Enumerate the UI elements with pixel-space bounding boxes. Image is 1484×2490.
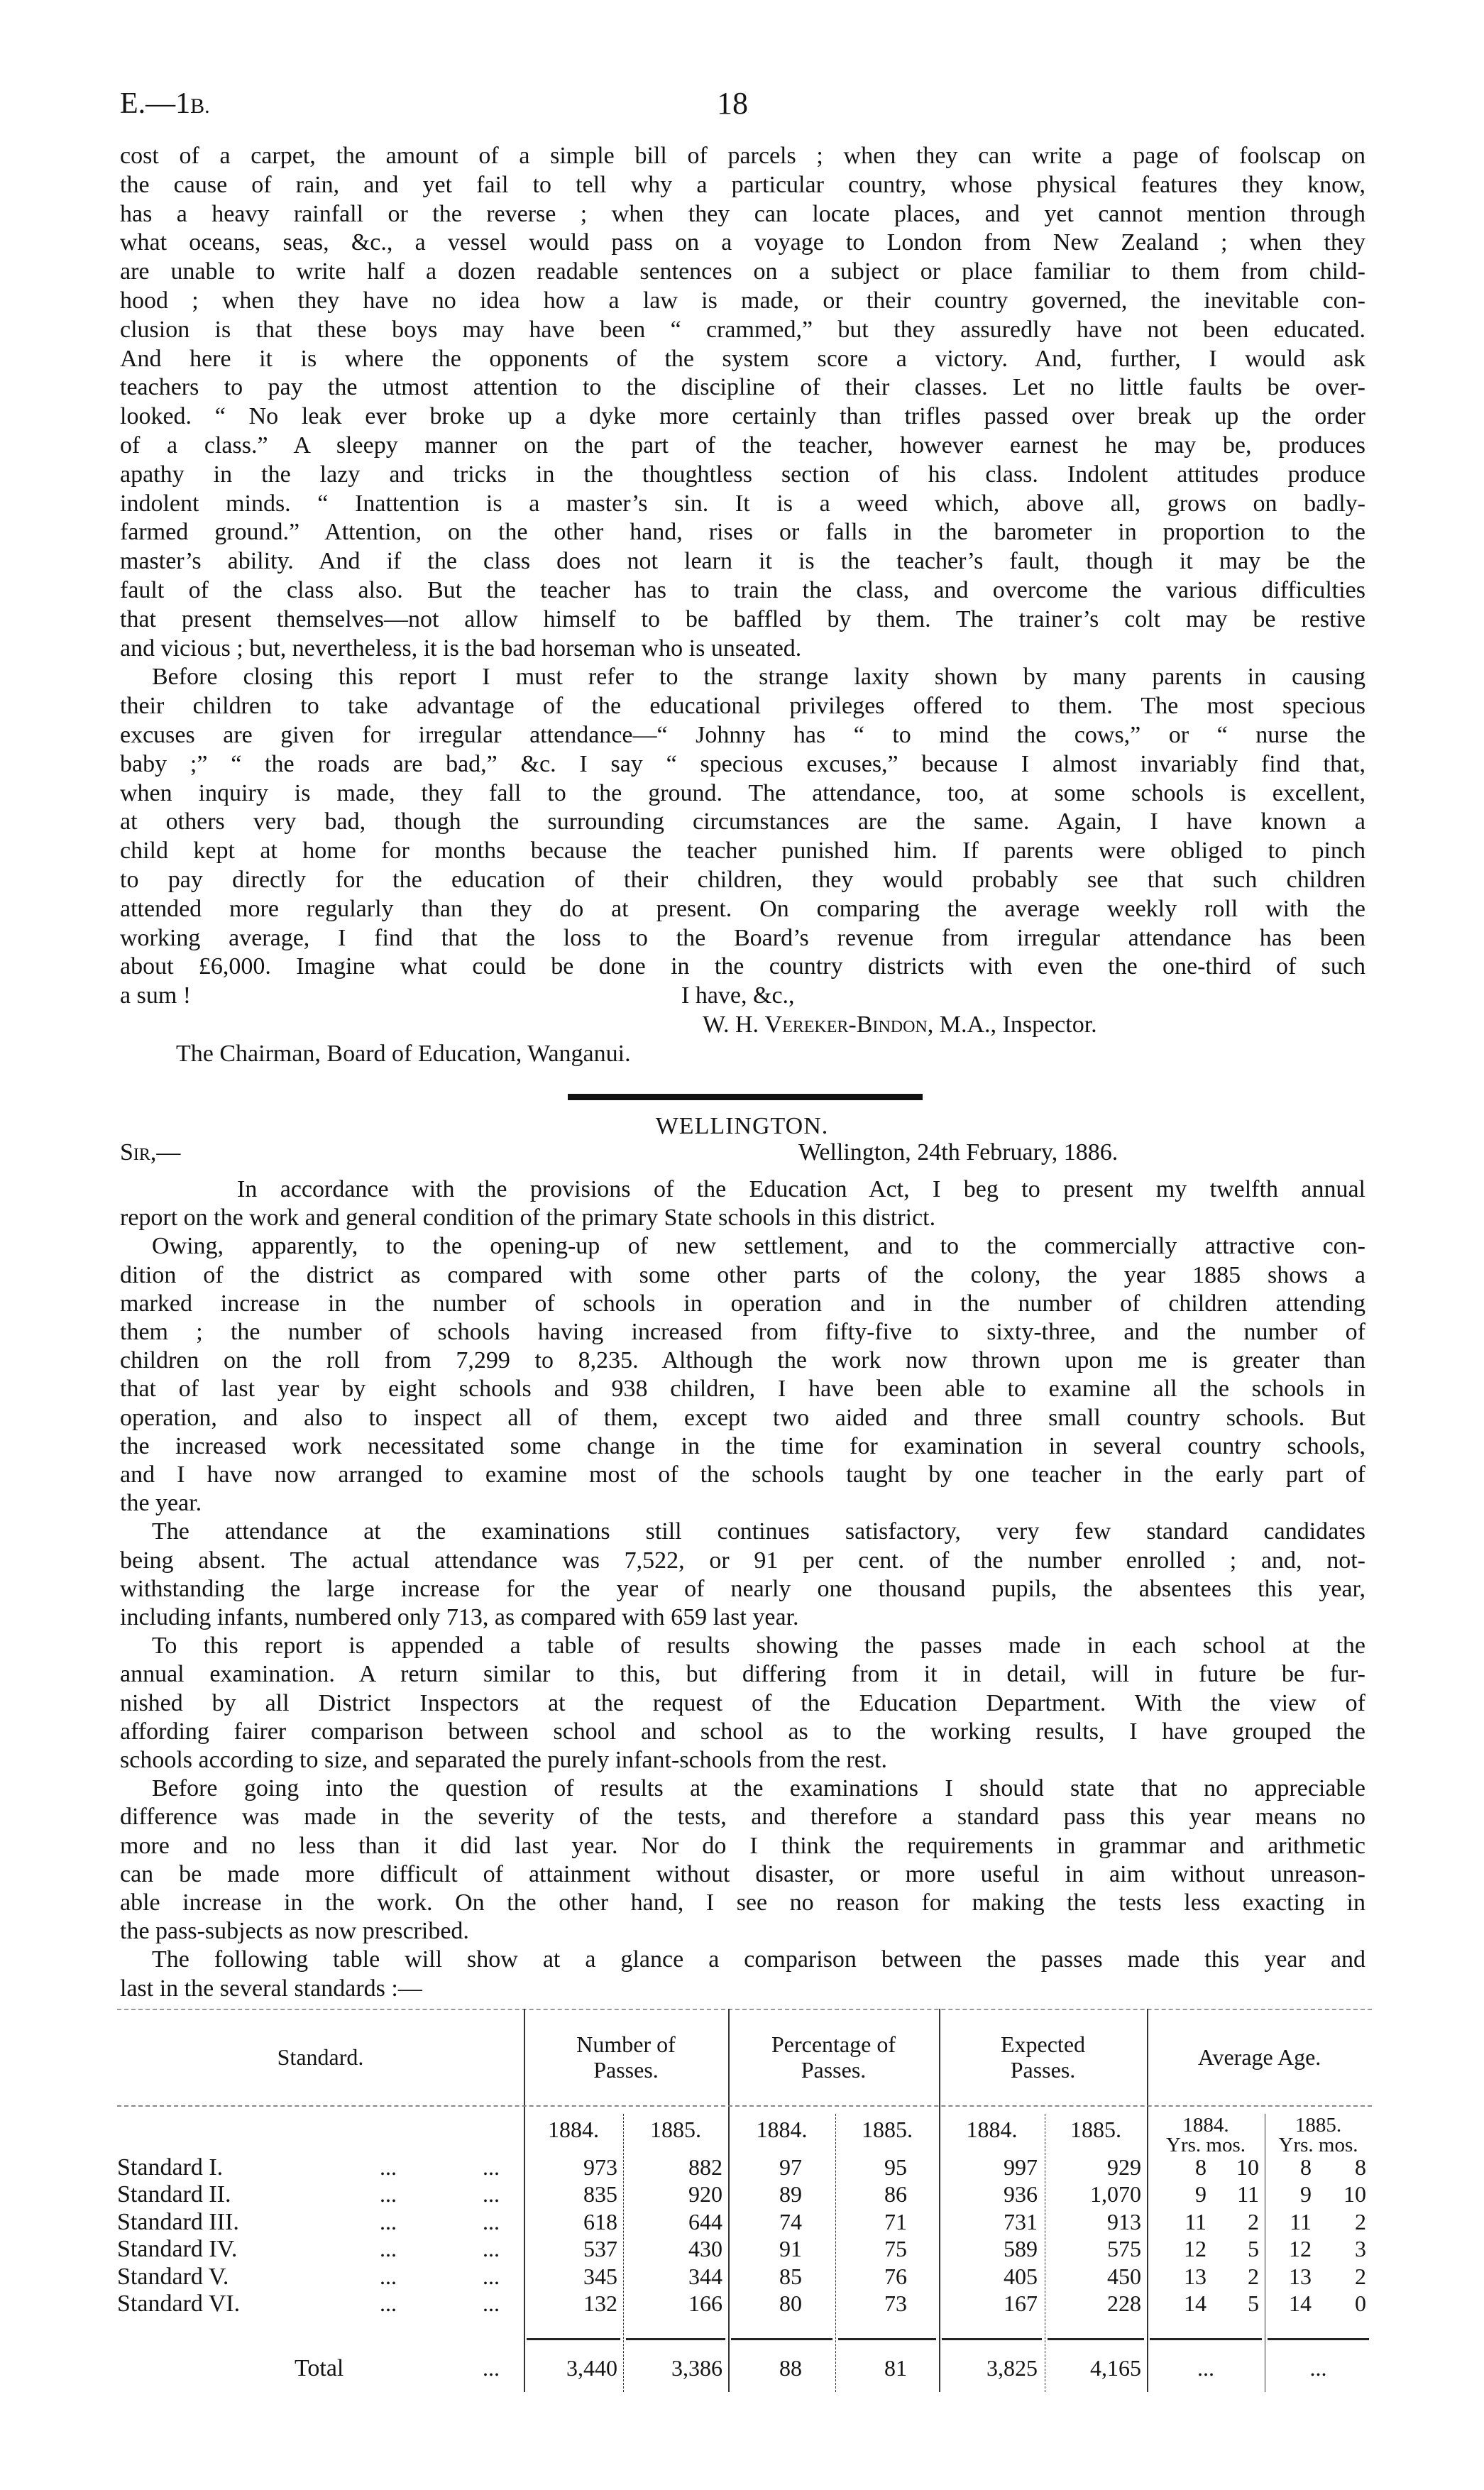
- age84-years: 11: [1185, 2208, 1207, 2234]
- year-label: 1885.: [862, 2117, 913, 2142]
- text-line: hood ; when they have no idea how a law is made, or their country governed, the inevitable con-: [120, 287, 1365, 314]
- paragraph: [120, 1232, 1365, 1518]
- leader-dots: ...: [380, 2208, 397, 2234]
- text-line: that present themselves—not allow himself to be baffled by them. The trainer’s colt may be restive: [120, 605, 1365, 632]
- num-value-1884: 3,440: [566, 2355, 617, 2381]
- num-value-1884: 618: [583, 2208, 617, 2234]
- pct-value-1884: 88: [779, 2355, 802, 2381]
- age84-months: 5: [1248, 2236, 1259, 2262]
- text-line: what oceans, seas, &c., a vessel would pass on a voyage to London from New Zealand ; when they: [120, 229, 1365, 256]
- standard-label: Standard I.: [117, 2154, 224, 2181]
- leader-dots: ...: [483, 2181, 500, 2207]
- exp-value-1884: 405: [1004, 2263, 1038, 2289]
- text-line: about £6,000. Imagine what could be done in the country districts with even the one-third of such: [120, 953, 1365, 980]
- standard-label: Standard III.: [117, 2208, 239, 2235]
- text-line: In accordance with the provisions of the Education Act, I beg to present my twelfth annual: [237, 1176, 1365, 1202]
- page-number: 18: [717, 86, 748, 121]
- age85-months: 2: [1355, 2263, 1366, 2289]
- age-year-label: 1885.: [1295, 2114, 1342, 2137]
- exp-value-1885: 4,165: [1090, 2355, 1141, 2381]
- text-line: baby ;” “ the roads are bad,” &c. I say “ specious excuses,” because I almost invariably find that,: [120, 750, 1365, 777]
- table-top-rule: [117, 2009, 1372, 2010]
- age84-years: 14: [1184, 2291, 1207, 2316]
- standard-label: Standard V.: [117, 2263, 229, 2290]
- age84-months: 11: [1237, 2181, 1259, 2207]
- num-value-1885: 882: [688, 2154, 722, 2180]
- leader-dots: ...: [483, 2355, 500, 2381]
- year-label: 1884.: [966, 2117, 1018, 2142]
- text-line: nished by all District Inspectors at the request of the Education Department. With the view of: [120, 1689, 1365, 1716]
- text-line: including infants, numbered only 713, as compared with 659 last year.: [120, 1604, 799, 1631]
- header-standard: Standard.: [277, 2044, 364, 2070]
- addressee: [120, 1040, 1365, 1069]
- text-line: fault of the class also. But the teacher has to train the class, and overcome the various difficulties: [120, 576, 1365, 603]
- text-line: Owing, apparently, to the opening-up of new settlement, and to the commercially attractive con-: [152, 1233, 1365, 1260]
- text-line: affording fairer comparison between school and school as to the working results, I have grouped the: [120, 1718, 1365, 1745]
- leader-dots: ...: [380, 2263, 397, 2289]
- leader-dots: ...: [483, 2291, 500, 2316]
- total-rule: [942, 2338, 1042, 2340]
- leader-dots: ...: [483, 2263, 500, 2289]
- text-line: And here it is where the opponents of the system score a victory. And, further, I would ask: [120, 345, 1365, 372]
- header-percentage-of-passes-line2: Passes.: [801, 2057, 867, 2083]
- paragraph: [120, 663, 1365, 1011]
- document-code-suffix: B.: [190, 94, 210, 118]
- text-line: at others very bad, though the surrounding circumstances are the same. Again, I have known a: [120, 808, 1365, 835]
- age84-years: 13: [1184, 2263, 1207, 2289]
- text-line: cost of a carpet, the amount of a simple bill of parcels ; when they can write a page of foolscap on: [120, 143, 1365, 169]
- age84-months: 2: [1248, 2208, 1259, 2234]
- num-value-1884: 835: [583, 2181, 617, 2207]
- text-line: the cause of rain, and yet fail to tell why a particular country, whose physical features they know,: [120, 171, 1365, 198]
- text-line: when inquiry is made, they fall to the ground. The attendance, too, at some schools is excellent,: [120, 779, 1365, 806]
- text-line: the pass-subjects as now prescribed.: [120, 1918, 469, 1945]
- report-wellington-body: [120, 1175, 1365, 2003]
- num-value-1884: 973: [583, 2154, 617, 2180]
- text-line: and vicious ; but, nevertheless, it is the bad horseman who is unseated.: [120, 635, 802, 662]
- text-line: farmed ground.” Attention, on the other hand, rises or falls in the barometer in proportion to the: [120, 519, 1365, 546]
- addressee-text: The Chairman, Board of Education, Wanganui.: [176, 1040, 631, 1067]
- text-line: able increase in the work. On the other hand, I see no reason for making the tests less exacting in: [120, 1890, 1365, 1916]
- pct-value-1885: 86: [884, 2181, 907, 2207]
- text-line: has a heavy rainfall or the reverse ; when they can locate places, and yet cannot mention through: [120, 200, 1365, 227]
- subcolumn-divider: [835, 2114, 836, 2392]
- pct-value-1884: 89: [779, 2181, 802, 2207]
- exp-value-1884: 589: [1004, 2236, 1038, 2262]
- text-line: last in the several standards :—: [120, 1975, 422, 2002]
- leader-dots: ...: [380, 2154, 397, 2180]
- text-line: apathy in the lazy and tricks in the thoughtless section of his class. Indolent attitudes produce: [120, 461, 1365, 488]
- exp-value-1885: 575: [1107, 2236, 1141, 2262]
- year-label: 1885.: [650, 2117, 701, 2142]
- leader-dots: ...: [380, 2181, 397, 2207]
- age84-years: 12: [1184, 2236, 1207, 2262]
- text-line: difference was made in the severity of the tests, and therefore a standard pass this year means no: [120, 1804, 1365, 1831]
- exp-value-1884: 936: [1004, 2181, 1038, 2207]
- text-line: withstanding the large increase for the year of nearly one thousand pupils, the absentees this year,: [120, 1575, 1365, 1602]
- age85-months: 10: [1343, 2181, 1366, 2207]
- age85-years: 8: [1300, 2154, 1312, 2180]
- age85-months: 0: [1355, 2291, 1366, 2316]
- header-percentage-of-passes-line1: Percentage of: [771, 2031, 896, 2057]
- text-line: are unable to write half a dozen readable sentences on a subject or place familiar to them from child-: [120, 258, 1365, 285]
- text-line: to pay directly for the education of their children, they would probably see that such children: [120, 866, 1365, 893]
- text-line: annual examination. A return similar to this, but differing from it in detail, will in future be fur-: [120, 1661, 1365, 1688]
- leader-dots: ...: [380, 2236, 397, 2262]
- signature-surname: Vereker-Bindon: [764, 1011, 928, 1038]
- leader-dots: ...: [483, 2154, 500, 2180]
- signature-block: [703, 1011, 1097, 1040]
- text-line: child kept at home for months because the teacher punished him. If parents were obliged to pinch: [120, 838, 1365, 865]
- text-line: The following table will show at a glance a comparison between the passes made this year and: [152, 1946, 1365, 1973]
- text-line: attended more regularly than they do at present. On comparing the average weekly roll with the: [120, 895, 1365, 922]
- num-value-1885: 3,386: [671, 2355, 722, 2381]
- text-line: operation, and also to inspect all of them, except two aided and three small country schools. But: [120, 1404, 1365, 1431]
- header-average-age: Average Age.: [1197, 2044, 1321, 2070]
- age85-years: 9: [1300, 2181, 1312, 2207]
- text-line: excuses are given for irregular attendance—“ Johnny has “ to mind the cows,” or “ nurse the: [120, 721, 1365, 748]
- exp-value-1884: 997: [1004, 2154, 1038, 2180]
- age-units-label: Yrs. mos.: [1278, 2134, 1358, 2156]
- pct-value-1885: 81: [884, 2355, 907, 2381]
- age85-months: 2: [1355, 2208, 1366, 2234]
- num-value-1885: 344: [688, 2263, 722, 2289]
- total-rule: [1268, 2338, 1369, 2340]
- text-line: a sum !: [120, 982, 192, 1009]
- paragraph: [120, 1175, 1365, 1232]
- age84-months: 10: [1236, 2154, 1259, 2180]
- exp-value-1885: 450: [1107, 2263, 1141, 2289]
- standard-label: Standard VI.: [117, 2291, 241, 2317]
- document-code-main: E.—1: [120, 87, 191, 120]
- age84-value: ...: [1197, 2355, 1214, 2381]
- text-line: the increased work necessitated some change in the time for examination in several country schools,: [120, 1432, 1365, 1459]
- age85-value: ...: [1309, 2355, 1327, 2381]
- total-rule: [527, 2338, 620, 2340]
- age85-years: 11: [1290, 2208, 1312, 2234]
- age-year-label: 1884.: [1182, 2114, 1229, 2137]
- exp-value-1885: 228: [1107, 2291, 1141, 2316]
- total-rule: [626, 2338, 725, 2340]
- age85-years: 13: [1289, 2263, 1312, 2289]
- text-line: can be made more difficult of attainment without disaster, or more useful in aim without unreason-: [120, 1860, 1365, 1887]
- pct-value-1884: 74: [779, 2208, 802, 2234]
- paragraph: [120, 142, 1365, 663]
- header-divider: [117, 2105, 1372, 2107]
- standard-label: Standard II.: [117, 2181, 231, 2208]
- pct-value-1885: 73: [884, 2291, 907, 2316]
- leader-dots: ...: [483, 2236, 500, 2262]
- text-line: the year.: [120, 1490, 202, 1517]
- header-number-of-passes-line2: Passes.: [593, 2057, 659, 2083]
- paragraph: [120, 1632, 1365, 1775]
- pct-value-1885: 76: [884, 2263, 907, 2289]
- exp-value-1884: 167: [1004, 2291, 1038, 2316]
- text-line: master’s ability. And if the class does not learn it is the teacher’s fault, though it may be the: [120, 548, 1365, 575]
- section-heading: WELLINGTON.: [655, 1113, 829, 1139]
- num-value-1885: 166: [688, 2291, 722, 2316]
- signature: [120, 1011, 1365, 1040]
- date-line: Wellington, 24th February, 1886.: [798, 1139, 1119, 1166]
- pct-value-1885: 71: [884, 2208, 907, 2234]
- year-label: 1884.: [756, 2117, 808, 2142]
- text-line: dition of the district as compared with some other parts of the colony, the year 1885 shows a: [120, 1261, 1365, 1288]
- standard-label: Standard IV.: [117, 2236, 238, 2263]
- text-line: teachers to pay the utmost attention to the discipline of their classes. Let no little faults be over-: [120, 374, 1365, 401]
- total-rule: [1048, 2338, 1144, 2340]
- text-line: indolent minds. “ Inattention is a master’s sin. It is a weed which, above all, grows on badly-: [120, 490, 1365, 517]
- text-line: Before going into the question of results at the examinations I should state that no appreciable: [152, 1775, 1365, 1802]
- exp-value-1884: 3,825: [986, 2355, 1038, 2381]
- paragraph: [120, 1775, 1365, 1946]
- text-line: looked. “ No leak ever broke up a dyke more certainly than trifles passed over break up the order: [120, 403, 1365, 430]
- signature-initials: W. H.: [703, 1011, 759, 1038]
- salutation: Sir,—: [120, 1139, 181, 1166]
- total-rule: [838, 2338, 936, 2340]
- text-line: and I have now arranged to examine most of the schools taught by one teacher in the early part of: [120, 1461, 1365, 1488]
- age85-months: 8: [1355, 2154, 1366, 2180]
- text-line: of a class.” A sleepy manner on the part of the teacher, however earnest he may be, produces: [120, 432, 1365, 459]
- text-line: children on the roll from 7,299 to 8,235. Although the work now thrown upon me is greater than: [120, 1347, 1365, 1374]
- section-divider-rule: [568, 1094, 923, 1100]
- text-line: schools according to size, and separated the purely infant-schools from the rest.: [120, 1747, 888, 1774]
- leader-dots: ...: [380, 2291, 397, 2316]
- subcolumn-divider: [623, 2114, 624, 2392]
- num-value-1884: 132: [583, 2291, 617, 2316]
- total-rule: [731, 2338, 832, 2340]
- year-label: 1884.: [548, 2117, 599, 2142]
- paragraph: [120, 1946, 1365, 2002]
- header-expected-passes-line1: Expected: [1000, 2031, 1086, 2057]
- header-number-of-passes-line1: Number of: [576, 2031, 676, 2057]
- text-line: marked increase in the number of schools in operation and in the number of children attending: [120, 1290, 1365, 1317]
- report-wanganui-conclusion: [120, 142, 1365, 1069]
- text-line: them ; the number of schools having increased from fifty-five to sixty-three, and the number of: [120, 1319, 1365, 1346]
- age85-months: 3: [1355, 2236, 1366, 2262]
- age-units-label: Yrs. mos.: [1166, 2134, 1246, 2156]
- text-line: that of last year by eight schools and 938 children, I have been able to examine all the schools in: [120, 1376, 1365, 1403]
- text-line: The attendance at the examinations still continues satisfactory, very few standard candidates: [152, 1518, 1365, 1545]
- total-rule: [1150, 2338, 1262, 2340]
- num-value-1884: 537: [583, 2236, 617, 2262]
- pct-value-1884: 91: [779, 2236, 802, 2262]
- pct-value-1884: 85: [779, 2263, 802, 2289]
- age84-months: 5: [1248, 2291, 1259, 2316]
- year-label: 1885.: [1070, 2117, 1121, 2142]
- age85-years: 14: [1289, 2291, 1312, 2316]
- text-line: being absent. The actual attendance was 7,522, or 91 per cent. of the number enrolled ; and, not-: [120, 1547, 1365, 1574]
- pct-value-1885: 75: [884, 2236, 907, 2262]
- num-value-1885: 920: [688, 2181, 722, 2207]
- num-value-1884: 345: [583, 2263, 617, 2289]
- signature-suffix: , M.A., Inspector.: [927, 1011, 1097, 1038]
- num-value-1885: 644: [688, 2208, 722, 2234]
- exp-value-1885: 1,070: [1090, 2181, 1141, 2207]
- text-line: report on the work and general condition of the primary State schools in this district.: [120, 1205, 936, 1232]
- header-expected-passes-line2: Passes.: [1010, 2057, 1076, 2083]
- age85-years: 12: [1289, 2236, 1312, 2262]
- age84-years: 9: [1195, 2181, 1207, 2207]
- text-line: working average, I find that the loss to the Board’s revenue from irregular attendance has been: [120, 924, 1365, 951]
- exp-value-1884: 731: [1004, 2208, 1038, 2234]
- num-value-1885: 430: [688, 2236, 722, 2262]
- text-line: their children to take advantage of the educational privileges offered to them. The most specious: [120, 693, 1365, 720]
- exp-value-1885: 929: [1107, 2154, 1141, 2180]
- age84-years: 8: [1195, 2154, 1207, 2180]
- leader-dots: ...: [483, 2208, 500, 2234]
- text-line: Before closing this report I must refer to the strange laxity shown by many parents in causing: [152, 664, 1365, 691]
- text-line: clusion is that these boys may have been “ crammed,” but they assuredly have not been educated.: [120, 316, 1365, 343]
- pct-value-1884: 97: [779, 2154, 802, 2180]
- exp-value-1885: 913: [1107, 2208, 1141, 2234]
- total-label: Total: [295, 2355, 344, 2381]
- pct-value-1884: 80: [779, 2291, 802, 2316]
- text-line: more and no less than it did last year. Nor do I think the requirements in grammar and arithmetic: [120, 1832, 1365, 1859]
- paragraph: [120, 1518, 1365, 1632]
- age84-months: 2: [1248, 2263, 1259, 2289]
- pct-value-1885: 95: [884, 2154, 907, 2180]
- document-code: [120, 87, 210, 121]
- text-line: To this report is appended a table of results showing the passes made in each school at the: [152, 1633, 1365, 1660]
- closing-phrase: I have, &c.,: [681, 982, 795, 1009]
